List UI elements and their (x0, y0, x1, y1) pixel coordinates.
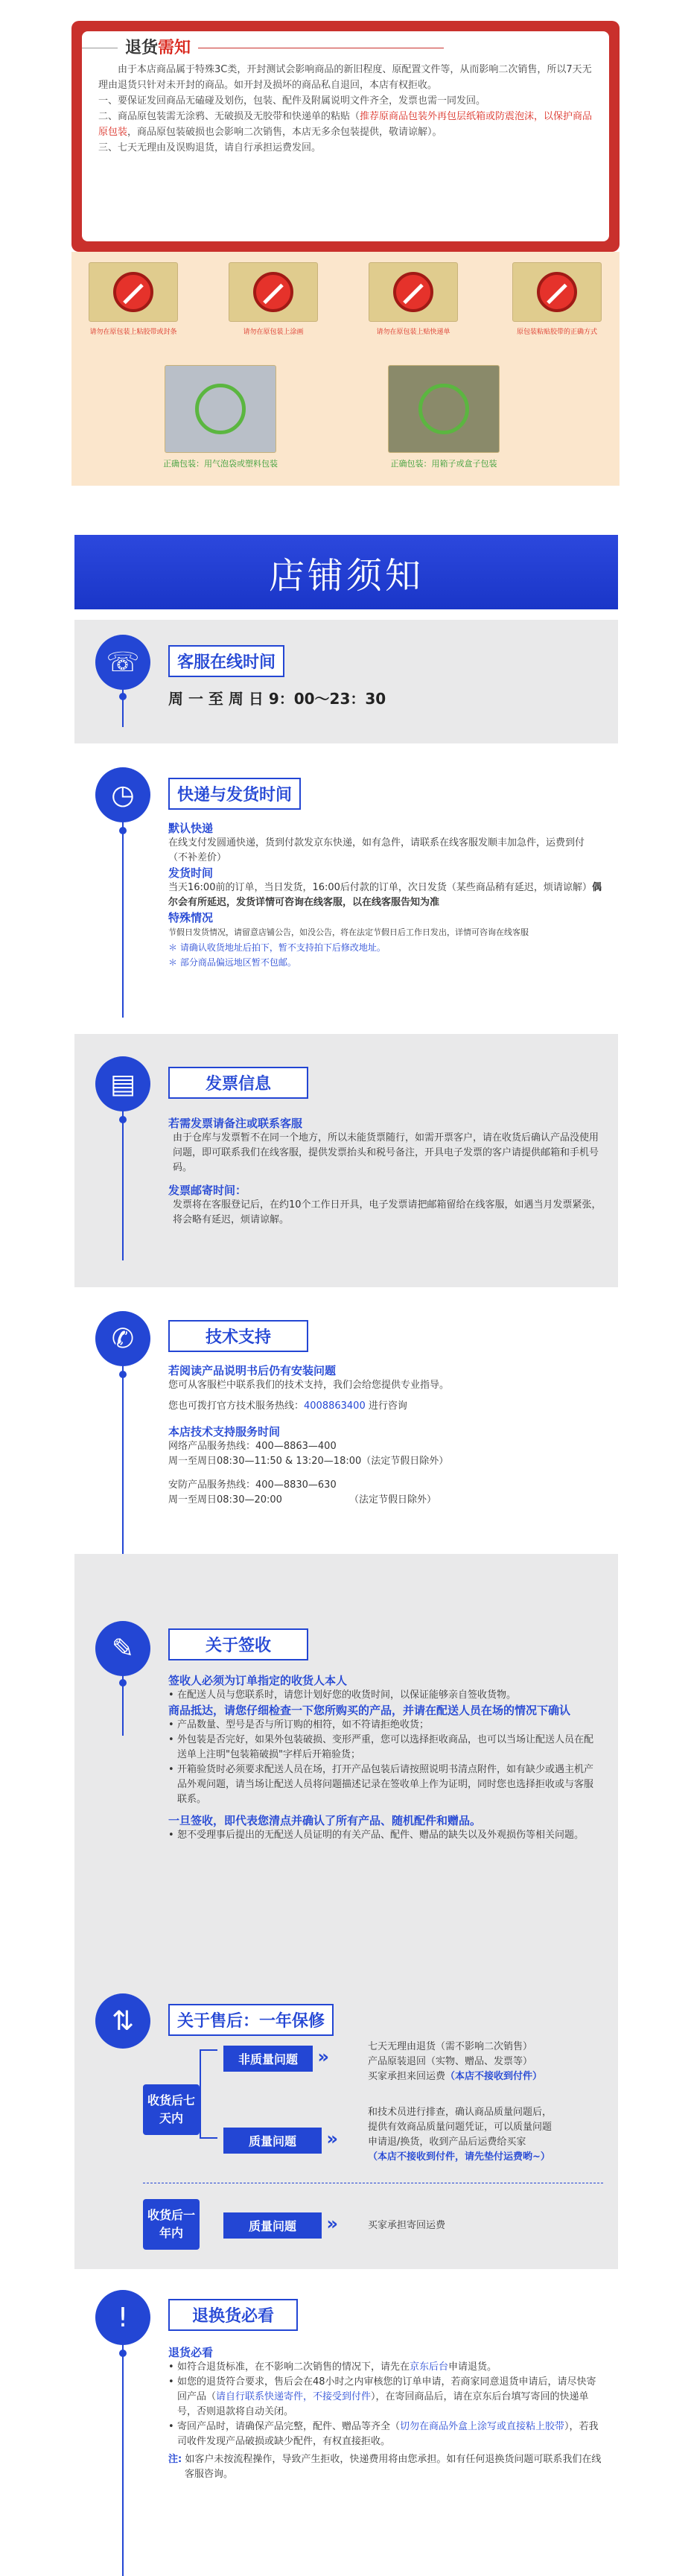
document-icon: ▤ (95, 1056, 150, 1111)
pen-icon: ✎ (95, 1621, 150, 1676)
package-photo (512, 262, 602, 322)
warning-icon: ! (95, 2290, 150, 2345)
check-icon (418, 384, 469, 434)
warranty-icon: ⇅ (95, 1993, 150, 2049)
package-photo (165, 365, 276, 453)
sign-title: 关于签收 (168, 1628, 308, 1660)
package-example: 原包装粘贴胶带的正确方式 (497, 262, 617, 336)
package-example: 正确包装：用箱子或盒子包装 (384, 365, 503, 469)
refund-rule-3: 三、七天无理由及误购退货，请自行承担运费发回。 (98, 142, 322, 153)
refund-rule-1: 一、要保证发回商品无磕碰及划伤，包装、配件及附属说明文件齐全，发票也需一同发回。 (98, 95, 486, 107)
phone-icon: ✆ (95, 1311, 150, 1366)
exchange-title: 退换货必看 (168, 2299, 298, 2331)
clock-icon: ◷ (95, 767, 150, 822)
invoice-title: 发票信息 (168, 1067, 308, 1099)
package-example: 请勿在原包装上粘胶带或封条 (77, 262, 189, 336)
store-notice-banner: 店铺须知 (74, 535, 618, 609)
package-example: 正确包装：用气泡袋或塑料包装 (161, 365, 280, 469)
service-hours: 周 一 至 周 日 9：00～23：30 (168, 690, 386, 708)
jd-backend-link[interactable]: 京东后台 (410, 2361, 449, 2373)
prohibited-icon (113, 272, 153, 312)
sign-section: ✎ 关于签收 签收人必须为订单指定的收货人本人 • 在配送人员与您联系时，请您计划好您的收货时间，以保证能够亲自签收货物。 商品抵达，请您仔细检查一下您所购买的产品，并请在配送人员在场的情况下确认 • 产品数量、型号是否与所订购的相符，如不符请拒绝收货； • 外包装是否完好，如果外包装破损、变形严重，您可以选择拒收商品，也可以当场让配送人员在配送单上注明"包装箱破损"字样后开箱验货； • 开箱验货时必须要求配送人员在场，打开产品包装后请按照说明书清点附件，如有缺少或遇主机产品外观问题，请当场让配送人员将问题描述记录在签收单上作为证明，同时您也选择拒收或与客服联系。 一旦签收，即代表您清点并确认了所有产品、随机配件和赠品。 • 恕不受理事后提出的无配送人员证明的有关产品、配件、赠品的缺失以及外观损伤等相关问题。 ⇅ 关于售后：一年保修 收货后七天内 非质量问题 » 七天无理由退货（需不影响二次销售） 产品原装退回（实物、赠品、发票等） 买家承担来回运费（本店不接收到付件） 质量问题 » 和技术员进行排查，确认商品质量问题后， 提供有效商品质量问题凭证，可以质量问题 申请退/换货，收到产品后运费给买家 （本店不接收到付件，请先垫付运费哟~） 收货后一年内 质量问题 » 买家承担寄回运费 (74, 1554, 618, 2269)
prohibited-icon (393, 272, 433, 312)
tech-section: ✆ 技术支持 若阅读产品说明书后仍有安装问题 您可从客服栏中联系我们的技术支持，我们会给您提供专业指导。 您也可拨打官方技术服务热线：4008863400 进行咨询 本店技术支持服务时间 网络产品服务热线：400—8863—400 周一至周日08:30—11:50 & 13:20—18:00（法定节假日除外） 安防产品服务热线：400—8830—630 周一至周日08:30—20:00 （法定节假日除外） (74, 1304, 618, 1554)
aftersale-title: 关于售后：一年保修 (168, 2004, 334, 2036)
shipping-section: ◷ 快递与发货时间 默认快递 在线支付发圆通快递，货到付款发京东快递，如有急件，请联系在线客服发顺丰加急件，运费到付（不补差价） 发货时间 当天16:00前的订单，当日发货，16:00后付款的订单，次日发货（某些商品稍有延迟，烦请谅解）偶尔会有所延迟，发货详情可咨询在线客服，以在线客服告知为准 特殊情况 节假日发货情况，请留意店铺公告，如没公告，将在法定节假日后工作日发出，详情可咨询在线客服 ＊ 请确认收货地址后拍下，暂不支持拍下后修改地址。 ＊ 部分商品偏远地区暂不包邮。 (74, 764, 618, 1018)
package-photo (89, 262, 178, 322)
package-example: 请勿在原包装上贴快递单 (357, 262, 469, 336)
prohibited-icon (253, 272, 293, 312)
tech-title: 技术支持 (168, 1320, 308, 1352)
refund-rule-2: 二、商品原包装需无涂鸦、无破损及无胶带和快递单的粘贴（推荐原商品包装外再包层纸箱或防震泡沫，以保护商品原包装，商品原包装破损也会影响二次销售，本店无多余包装提供，敬请谅解）。 (98, 111, 593, 138)
refund-intro: 由于本店商品属于特殊3C类，开封测试会影响商品的新旧程度、原配置文件等，从而影响二次销售，所以7天无理由退货只针对未开封的商品。如开封及损坏的商品私自退回，本店有权拒收。 (98, 64, 592, 91)
package-photo (369, 262, 458, 322)
headset-icon: ☏ (95, 635, 150, 690)
refund-title: 退货需知 (82, 40, 593, 56)
service-title: 客服在线时间 (168, 645, 284, 677)
tech-hotline-link[interactable]: 4008863400 (304, 1400, 366, 1412)
one-year-label: 收货后一年内 (143, 2199, 200, 2250)
shipping-title: 快递与发货时间 (168, 778, 301, 810)
prohibited-icon (537, 272, 577, 312)
quality-ribbon: 质量问题 » (223, 2128, 322, 2154)
package-photo (388, 365, 500, 453)
refund-notice (71, 21, 620, 252)
seven-day-label: 收货后七天内 (143, 2084, 200, 2135)
invoice-section: ▤ 发票信息 若需发票请备注或联系客服 由于仓库与发票暂不在同一个地方，所以未能货票随行，如需开票客户，请在收货后确认产品没使用问题，即可联系我们在线客服，提供发票抬头和税号备注，开具电子发票的客户请提供邮箱和手机号码。 发票邮寄时间： 发票将在客服登记后，在约10个工作日开具，电子发票请把邮箱留给在线客服，如遇当月发票紧张，将会略有延迟，烦请谅解。 (74, 1034, 618, 1287)
check-icon (195, 384, 246, 434)
package-example: 请勿在原包装上涂画 (217, 262, 329, 336)
package-examples (71, 252, 620, 486)
year-quality-ribbon: 质量问题 » (223, 2212, 322, 2239)
exchange-section: ! 退换货必看 退货必看 • 如符合退货标准，在不影响二次销售的情况下，请先在京东后台申请退货。 • 如您的退货符合要求，售后会在48小时之内审核您的订单申请，若商家同意退货申请后，请尽快寄回产品（请自行联系快递寄件，不接受到付件），在寄回商品后，请在京东后台填写寄回的快递单号，否则退款将自动关闭。 • 寄回产品时，请确保产品完整，配件、赠品等齐全（切勿在商品外盒上涂写或直接粘上胶带），若我司收件发现产品破损或缺少配件，有权直接拒收。 注: 如客户未按流程操作，导致产生拒收，快递费用将由您承担。如有任何退换货问题可联系我们在线客服咨询。 (74, 2280, 618, 2576)
refund-card (82, 31, 609, 241)
package-photo (229, 262, 318, 322)
service-section (74, 620, 618, 743)
non-quality-ribbon: 非质量问题 » (223, 2046, 313, 2072)
